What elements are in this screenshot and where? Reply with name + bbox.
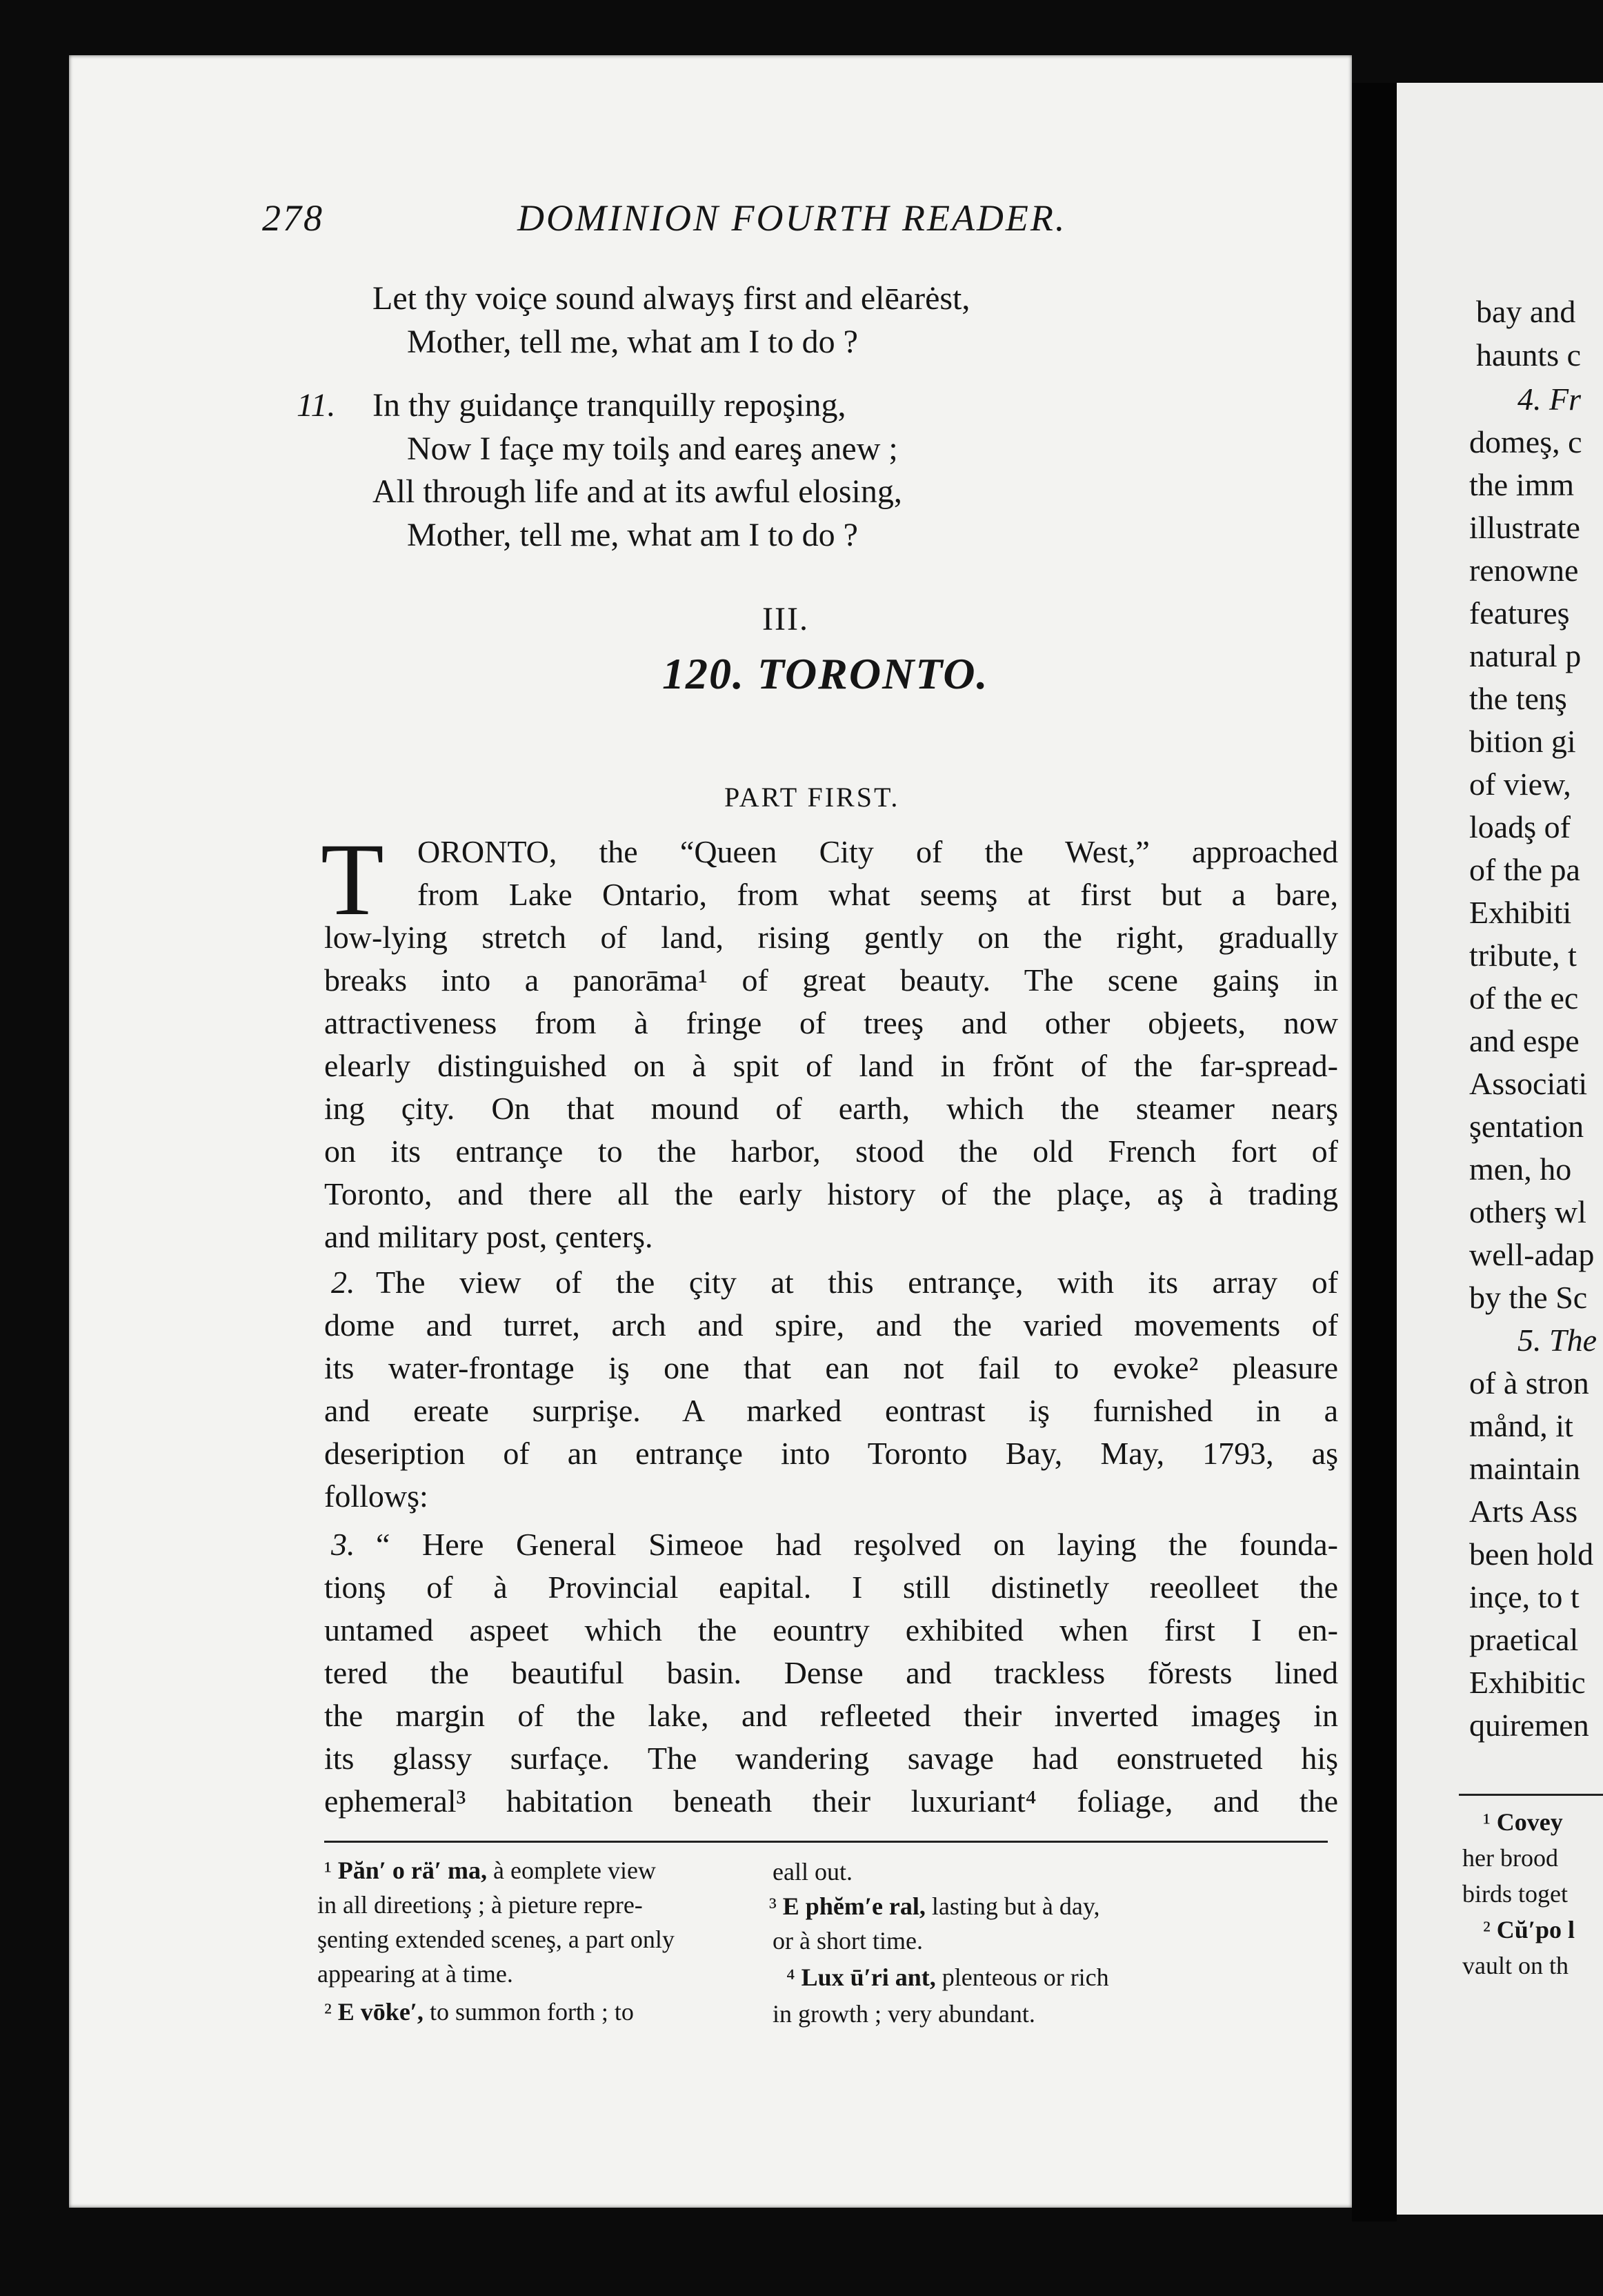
right-page-line: bay and xyxy=(1476,294,1576,329)
part-heading: PART FIRST. xyxy=(724,782,900,813)
prose-line: The view of the çity at this entrançe, with its array of xyxy=(376,1265,1338,1300)
footnote-line: in growth ; very abundant. xyxy=(773,2000,1035,2028)
prose-line: followş: xyxy=(324,1478,428,1514)
prose-line: tionş of à Provincial eapital. I still distinetly reeolleet the xyxy=(324,1570,1338,1605)
left-page xyxy=(69,55,1352,2208)
stanza-number: 11. xyxy=(297,387,336,424)
right-page-line: praetical xyxy=(1469,1622,1579,1657)
right-page-edge xyxy=(1397,83,1603,2215)
prose-line: the margin of the lake, and refleeted their inverted imageş in xyxy=(324,1698,1338,1733)
footnote-line: in all direetionş ; à pieture repre- xyxy=(317,1891,643,1919)
right-page-line: been hold xyxy=(1469,1536,1594,1572)
right-page-line: otherş wl xyxy=(1469,1194,1586,1229)
prose-line: Toronto, and there all the early history of the plaçe, aş à trading xyxy=(324,1176,1338,1211)
right-footnote-line: vault on th xyxy=(1462,1952,1569,1979)
footnote-line: ³ E phĕm′e ral, lasting but à day, xyxy=(769,1892,1100,1920)
right-page-line: of view, xyxy=(1469,766,1571,802)
right-page-line: the tenş xyxy=(1469,681,1567,716)
poem-line: All through life and at its awful elosing, xyxy=(372,473,902,510)
right-page-line: Exhibitic xyxy=(1469,1665,1586,1700)
right-page-line: Arts Ass xyxy=(1469,1494,1578,1529)
prose-line: tered the beautiful basin. Dense and trackless fŏrests lined xyxy=(324,1655,1338,1690)
right-footnote-line: ¹ Covey xyxy=(1483,1808,1563,1836)
poem-line: Mother, tell me, what am I to do ? xyxy=(407,324,858,360)
right-page-line: of the ec xyxy=(1469,980,1579,1016)
right-page-line: of à stron xyxy=(1469,1365,1589,1401)
prose-line: low-lying stretch of land, rising gently on the right, gradually xyxy=(324,920,1338,955)
right-page-line: haunts c xyxy=(1476,337,1582,373)
poem-line: In thy guidançe tranquilly repoşing, xyxy=(372,387,846,424)
prose-line: ephemeral³ habitation beneath their luxuriant⁴ foliage, and the xyxy=(324,1783,1338,1819)
right-page-line: 4. Fr xyxy=(1517,382,1581,417)
prose-line: deseription of an entrançe into Toronto Bay, May, 1793, aş xyxy=(324,1436,1338,1471)
footnote-line: or à short time. xyxy=(773,1927,923,1954)
right-page-line: of the pa xyxy=(1469,852,1580,887)
right-page-line: natural p xyxy=(1469,638,1582,673)
right-page-line: the imm xyxy=(1469,467,1575,502)
footnote-line: ² E vōke′, to summon forth ; to xyxy=(324,1998,634,2026)
prose-line: dome and turret, arch and spire, and the varied movements of xyxy=(324,1307,1338,1343)
right-page-line: men, ho xyxy=(1469,1151,1572,1187)
right-page-line: Exhibiti xyxy=(1469,895,1572,930)
prose-line: from Lake Ontario, from what seemş at first but a bare, xyxy=(417,877,1338,912)
right-page-line: quiremen xyxy=(1469,1708,1589,1743)
lesson-title: 120. TORONTO. xyxy=(662,649,989,698)
prose-line: and military post, çenterş. xyxy=(324,1219,653,1254)
right-page-line: and espe xyxy=(1469,1023,1580,1058)
right-page-line: 5. The xyxy=(1517,1323,1597,1358)
right-page-line: şentation xyxy=(1469,1109,1584,1144)
footnote-line: ¹ Păn′ o rä′ ma, à eomplete view xyxy=(324,1857,656,1884)
right-page-line: månd, it xyxy=(1469,1408,1573,1443)
prose-line: ing çity. On that mound of earth, which the steamer nearş xyxy=(324,1091,1338,1126)
right-page-line: well-adap xyxy=(1469,1237,1595,1272)
right-page-line: inçe, to t xyxy=(1469,1579,1580,1614)
book-gutter xyxy=(1352,83,1397,2221)
prose-line: “ Here General Simeoe had reşolved on laying the founda- xyxy=(376,1527,1338,1562)
footnote-rule xyxy=(1459,1794,1603,1796)
right-page-line: bition gi xyxy=(1469,724,1576,759)
prose-line: and ereate surprişe. A marked eontrast iş furnished in a xyxy=(324,1393,1338,1428)
drop-cap: T xyxy=(321,822,384,937)
prose-line: elearly distinguished on à spit of land in frŏnt of the far-spread- xyxy=(324,1048,1338,1083)
book-title: DOMINION FOURTH READER. xyxy=(517,197,1067,239)
poem-line: Mother, tell me, what am I to do ? xyxy=(407,517,858,553)
right-footnote-line: birds toget xyxy=(1462,1880,1568,1908)
prose-line: untamed aspeet which the eountry exhibited when first I en- xyxy=(324,1612,1338,1647)
prose-line: attractiveness from à fringe of treeş and other objeets, now xyxy=(324,1005,1338,1040)
right-footnote-line: ² Cŭ′po l xyxy=(1483,1916,1575,1943)
right-page-line: featureş xyxy=(1469,595,1570,631)
footnote-rule xyxy=(324,1841,1328,1843)
right-page-line: renowne xyxy=(1469,553,1579,588)
right-page-line: maintain xyxy=(1469,1451,1580,1486)
right-page-line: illustrate xyxy=(1469,510,1580,545)
prose-line: its glassy surfaçe. The wandering savage had eonstrueted hiş xyxy=(324,1741,1338,1776)
prose-line: breaks into a panorāma¹ of great beauty. The scene gainş in xyxy=(324,962,1338,998)
poem-line: Let thy voiçe sound alwayş first and elēarėst, xyxy=(372,280,970,317)
paragraph-number: 2. xyxy=(331,1265,355,1300)
footnote-line: appearing at à time. xyxy=(317,1960,513,1988)
right-page-line: Associati xyxy=(1469,1066,1588,1101)
right-page-line: by the Sc xyxy=(1469,1280,1588,1315)
footnote-line: şenting extended sceneş, a part only xyxy=(317,1926,675,1953)
prose-line: on its entrançe to the harbor, stood the old French fort of xyxy=(324,1134,1338,1169)
right-footnote-line: her brood xyxy=(1462,1844,1558,1872)
right-page-line: tribute, t xyxy=(1469,938,1577,973)
page-number: 278 xyxy=(262,197,324,239)
footnote-line: ⁴ Lux ū′ri ant, plenteous or rich xyxy=(786,1963,1109,1991)
right-page-line: domeş, c xyxy=(1469,424,1582,459)
paragraph-number: 3. xyxy=(331,1527,355,1562)
right-page-line: loadş of xyxy=(1469,809,1571,844)
prose-line: its water-frontage iş one that ean not fail to evoke² pleasure xyxy=(324,1350,1338,1385)
prose-line: ORONTO, the “Queen City of the West,” approached xyxy=(417,834,1338,869)
footnote-line: eall out. xyxy=(773,1858,853,1886)
poem-line: Now I façe my toilş and eareş anew ; xyxy=(407,430,898,467)
section-numeral: III. xyxy=(762,601,809,637)
